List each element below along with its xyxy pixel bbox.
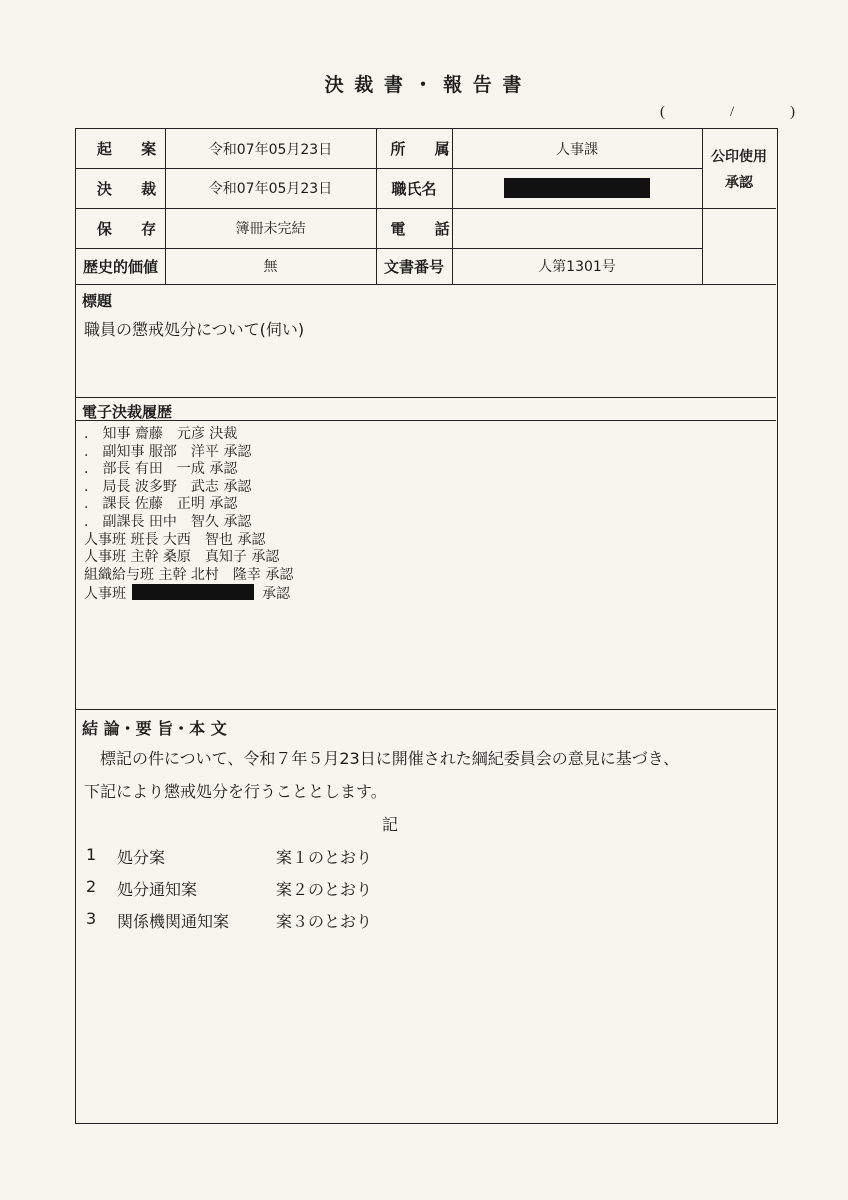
rule-subject-bottom <box>76 397 776 398</box>
conclusion-line-1: 標記の件について、令和７年５月23日に開催された綱紀委員会の意見に基づき、 <box>84 749 680 768</box>
rule-history-label <box>76 420 776 421</box>
retention-value: 簿冊未完結 <box>235 221 306 237</box>
rule-header-bottom <box>76 284 776 285</box>
rule-seal <box>702 208 776 209</box>
redacted-staff-name <box>504 178 650 198</box>
item-value: 案１のとおり <box>276 848 373 867</box>
drafted-date: 令和07年05月23日 <box>208 141 333 158</box>
approval-form <box>75 128 778 1124</box>
item-number: 2 <box>86 877 97 896</box>
approval-history-list <box>84 426 293 604</box>
item-value: 案２のとおり <box>276 880 373 899</box>
history-entry: 人事班 班長 大西 智也 承認 <box>84 531 266 548</box>
item-name: 処分通知案 <box>117 880 198 899</box>
seal-use-label: 公印使用 <box>711 149 767 165</box>
document-number-value: 人第1301号 <box>538 259 616 275</box>
document-number-label: 文書番号 <box>383 257 444 276</box>
history-entry: . 副知事 服部 洋平 承認 <box>84 443 252 460</box>
subject-text: 職員の懲戒処分について(伺い) <box>84 320 305 339</box>
retention-label: 保 存 <box>96 219 169 238</box>
history-entry-prefix: 人事班 <box>84 586 126 603</box>
history-entry: . 知事 齋藤 元彦 決裁 <box>84 426 238 442</box>
subject-label: 標題 <box>82 292 113 310</box>
history-entry: . 副課長 田中 智久 承認 <box>84 513 252 530</box>
decided-label: 決 裁 <box>96 179 169 198</box>
item-number: 1 <box>86 845 97 864</box>
historical-value: 無 <box>263 259 278 275</box>
item-number: 3 <box>86 909 97 928</box>
redacted-staff-name <box>132 584 254 600</box>
conclusion-line-2: 下記により懲戒処分を行うこととします。 <box>84 782 387 801</box>
date-close-paren: ) <box>790 104 795 120</box>
history-entry: . 課長 佐藤 正明 承認 <box>84 496 238 513</box>
history-entry-suffix: 承認 <box>262 586 290 603</box>
date-open-paren: ( <box>660 104 665 120</box>
history-label: 電子決裁履歴 <box>82 403 173 421</box>
decided-date: 令和07年05月23日 <box>208 181 333 197</box>
conclusion-label: 結 論・要 旨・本 文 <box>82 719 227 738</box>
page-title: 決 裁 書 ・ 報 告 書 <box>324 74 524 96</box>
history-entry: . 局長 波多野 武志 承認 <box>84 478 252 495</box>
rule-history-bottom <box>76 709 776 710</box>
item-name: 関係機関通知案 <box>117 912 230 931</box>
item-name: 処分案 <box>117 848 166 867</box>
department-value: 人事課 <box>556 141 598 158</box>
date-field <box>656 104 796 126</box>
item-value: 案３のとおり <box>276 912 373 931</box>
history-entry <box>84 584 293 604</box>
staff-name-label: 職氏名 <box>391 179 437 198</box>
drafted-label: 起 案 <box>96 140 169 158</box>
seal-approval-label: 承認 <box>725 175 753 191</box>
date-slash: / <box>730 104 735 120</box>
ki-heading: 記 <box>382 815 399 834</box>
history-entry: . 部長 有田 一成 承認 <box>84 461 238 478</box>
history-entry: 組織給与班 主幹 北村 隆幸 承認 <box>84 566 294 583</box>
historical-value-label: 歴史的価値 <box>82 257 158 276</box>
department-label: 所 属 <box>390 140 462 158</box>
history-entry: 人事班 主幹 桑原 真知子 承認 <box>84 549 280 566</box>
phone-label: 電 話 <box>390 219 462 238</box>
